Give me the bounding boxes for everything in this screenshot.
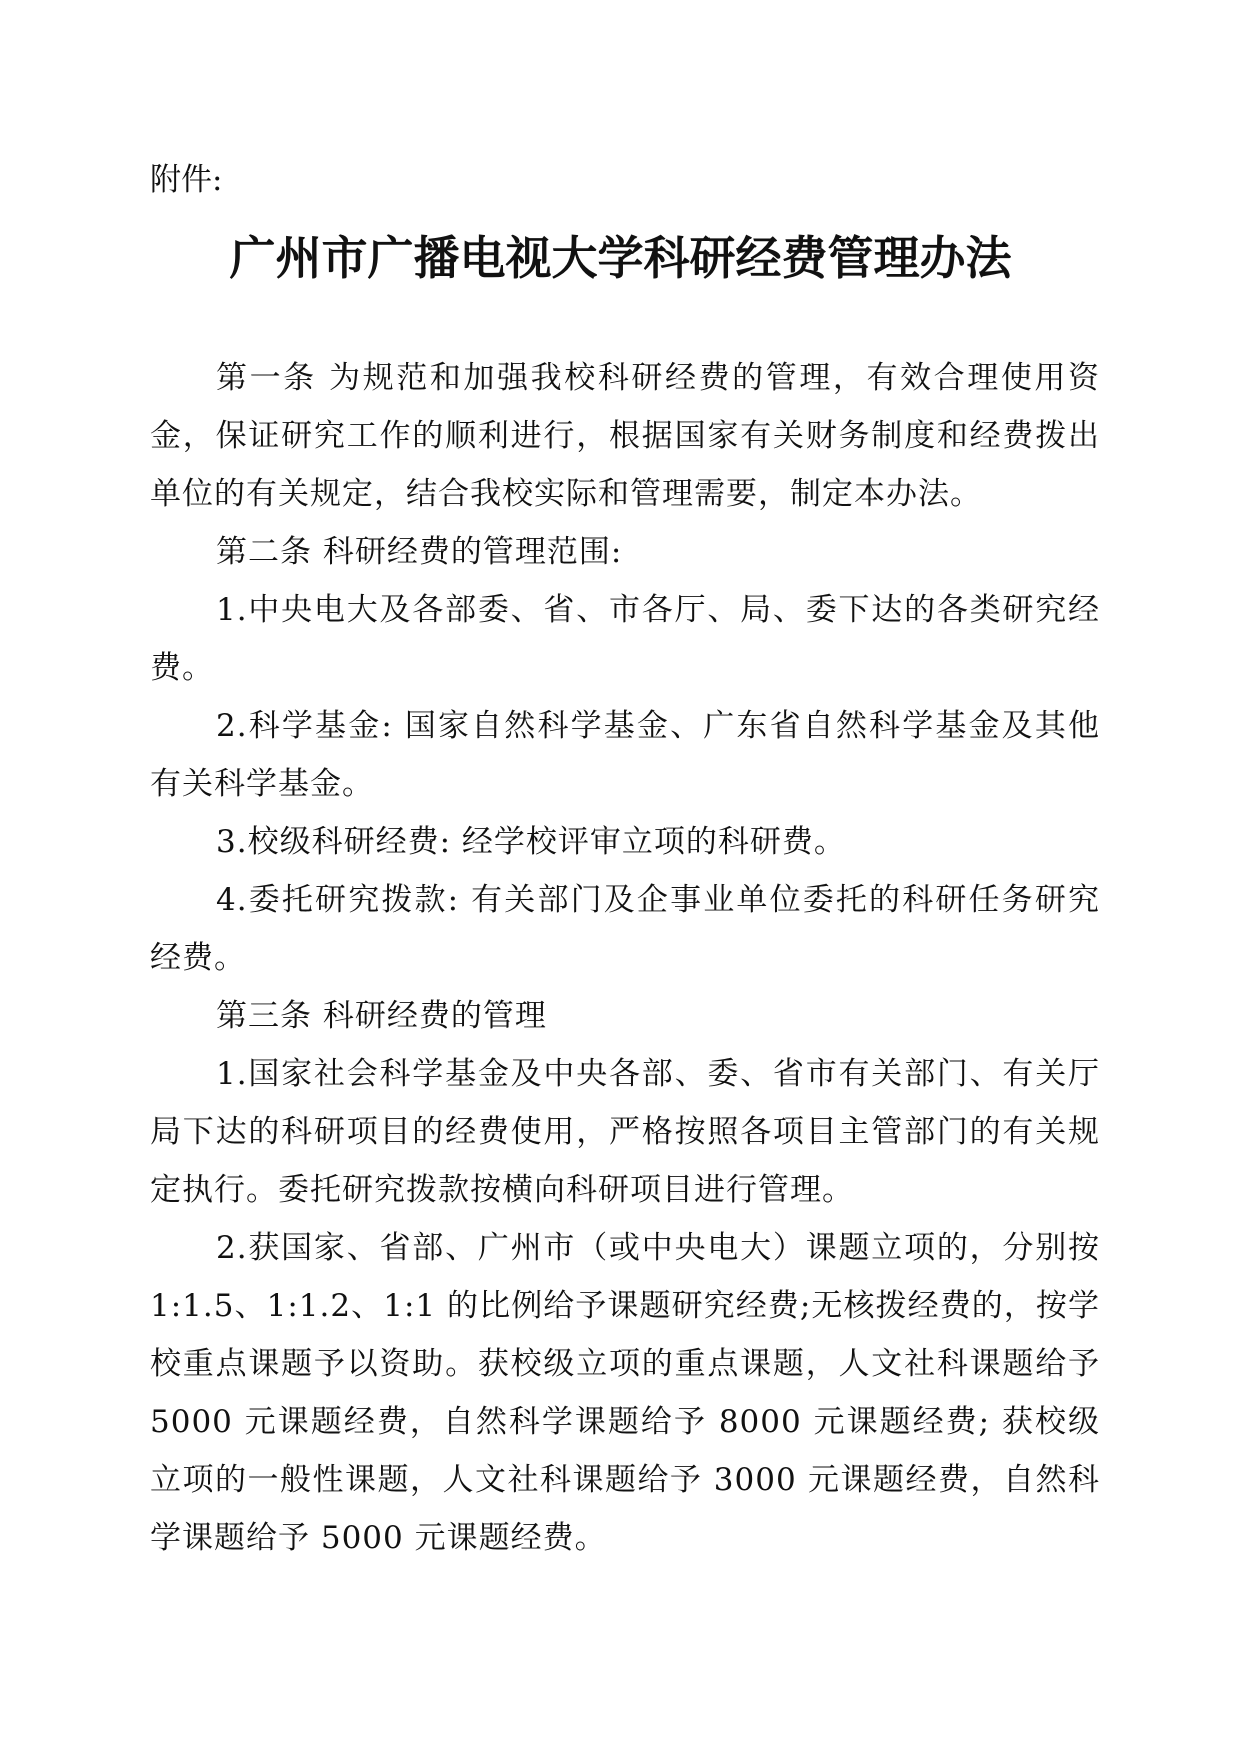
article-2-item-3: 3.校级科研经费: 经学校评审立项的科研费。	[216, 824, 846, 860]
article-2-heading: 第二条 科研经费的管理范围:	[216, 534, 623, 570]
article-3-item-1: 1.国家社会科学基金及中央各部、委、省市有关部门、有关厅局下达的科研项目的经费使用，严格按照各项目主管部门的有关规定执行。委托研究拨款按横向科研项目进行管理。	[150, 1056, 1100, 1208]
article-1-paragraph: 第一条 为规范和加强我校科研经费的管理，有效合理使用资金，保证研究工作的顺利进行，根据国家有关财务制度和经费拨出单位的有关规定，结合我校实际和管理需要，制定本办法。	[150, 360, 1100, 512]
attachment-label: 附件:	[150, 162, 223, 198]
article-2-item-2: 2.科学基金: 国家自然科学基金、广东省自然科学基金及其他有关科学基金。	[150, 708, 1100, 802]
article-2-item-1: 1.中央电大及各部委、省、市各厅、局、委下达的各类研究经费。	[150, 592, 1100, 686]
document-title: 广州市广播电视大学科研经费管理办法	[229, 231, 1012, 285]
article-3-heading: 第三条 科研经费的管理	[216, 998, 547, 1034]
document-body	[150, 349, 1100, 1567]
article-2-item-4: 4.委托研究拨款: 有关部门及企事业单位委托的科研任务研究经费。	[150, 882, 1100, 976]
article-3-item-2: 2.获国家、省部、广州市（或中央电大）课题立项的，分别按1:1.5、1:1.2、1:1 的比例给予课题研究经费;无核拨经费的，按学校重点课题予以资助。获校级立项的重点课题，人文社科课题给予5000 元课题经费，自然科学课题给予 8000 元课题经费; 获校级立项的一般性课题，人文社科课题给予 3000 元课题经费，自然科学课题给予 5000 元课题经费。	[150, 1230, 1100, 1556]
